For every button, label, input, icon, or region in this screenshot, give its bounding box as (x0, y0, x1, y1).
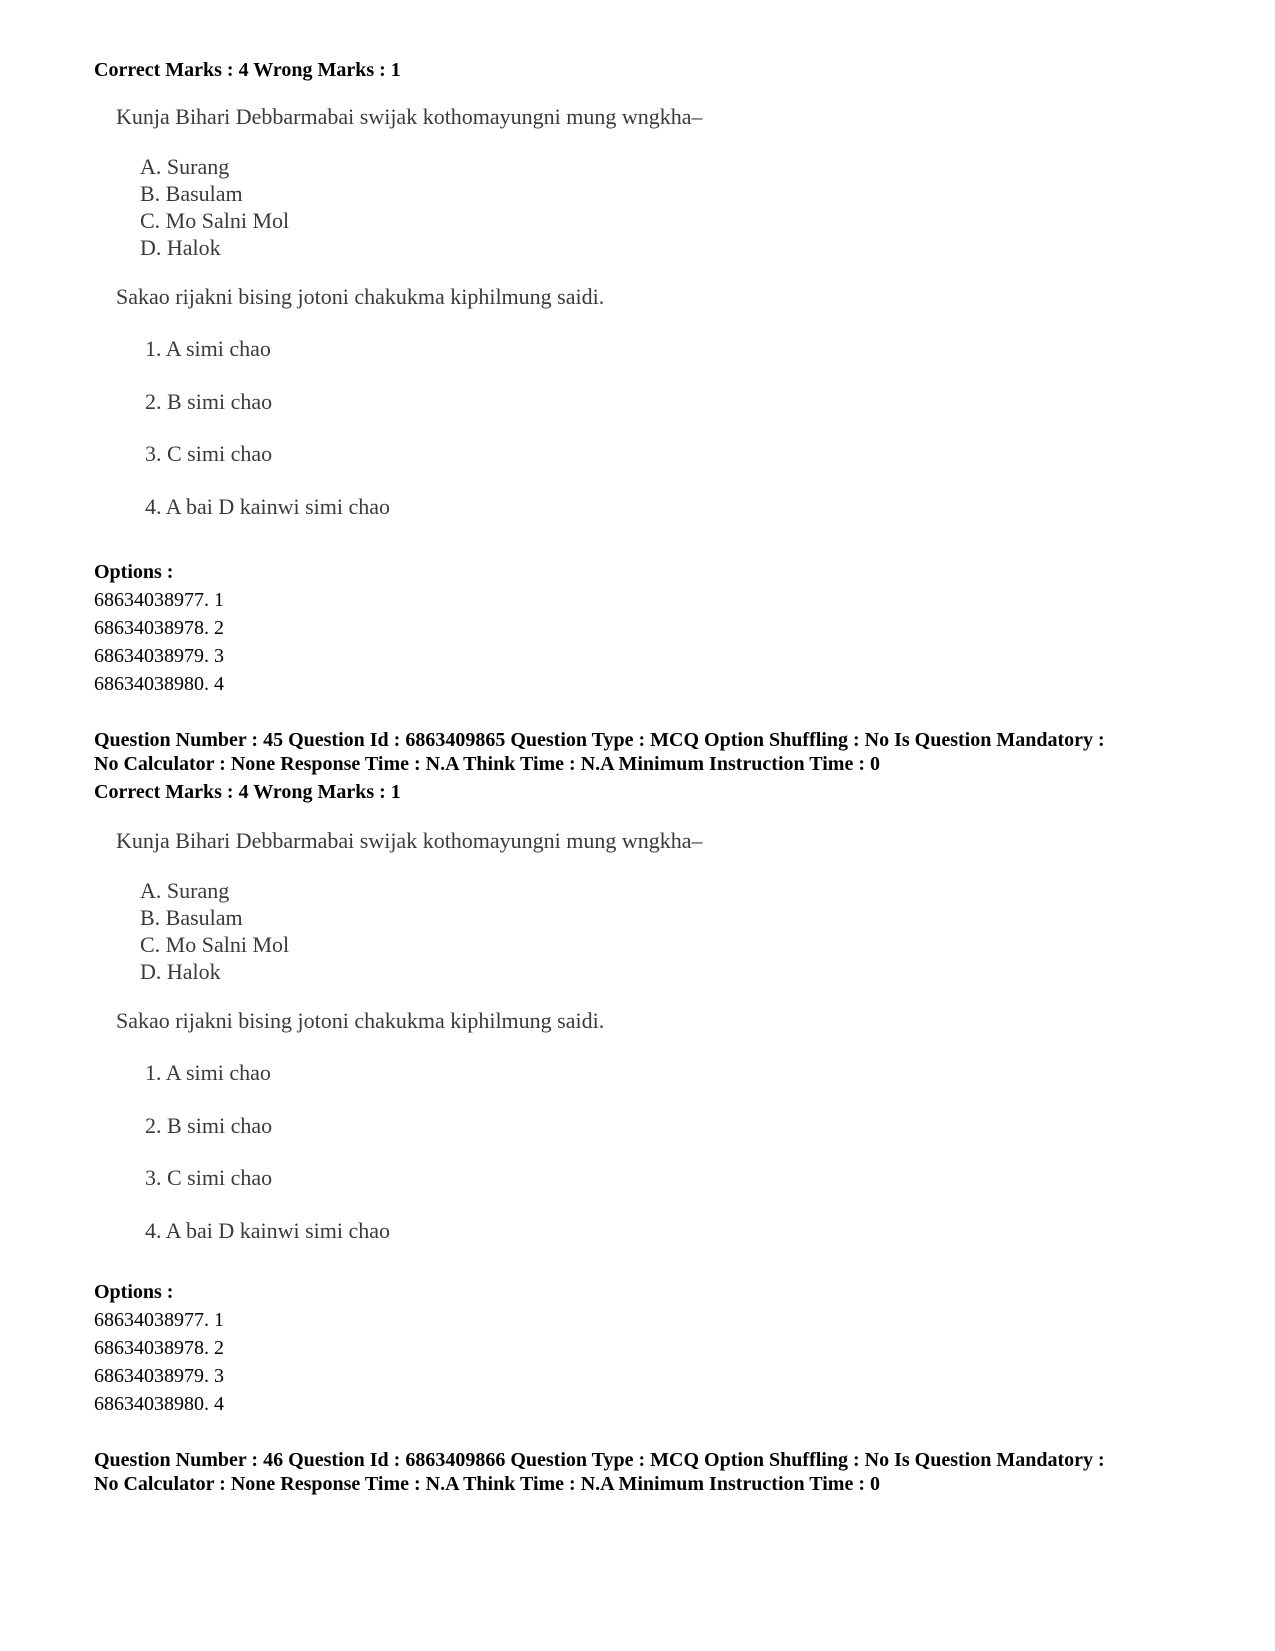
marks-line: Correct Marks : 4 Wrong Marks : 1 (94, 781, 401, 803)
question-choice: 3. C simi chao (145, 1165, 273, 1190)
question-header-line2: No Calculator : None Response Time : N.A Think Time : N.A Minimum Instruction Time : 0 (94, 1473, 880, 1495)
option-row: 68634038977. 1 (94, 1309, 224, 1331)
question-item: A. Surang (140, 154, 230, 179)
question-item: D. Halok (140, 959, 221, 984)
question-choice: 1. A simi chao (145, 336, 271, 361)
option-row: 68634038979. 3 (94, 1365, 224, 1387)
option-row: 68634038980. 4 (94, 673, 224, 695)
option-row: 68634038978. 2 (94, 1337, 224, 1359)
option-row: 68634038980. 4 (94, 1393, 224, 1415)
question-choice: 2. B simi chao (145, 389, 273, 414)
question-header-line2: No Calculator : None Response Time : N.A Think Time : N.A Minimum Instruction Time : 0 (94, 753, 880, 775)
question-image (116, 104, 816, 544)
question-choice: 3. C simi chao (145, 441, 273, 466)
question-choice: 2. B simi chao (145, 1113, 273, 1138)
question-instruction: Sakao rijakni bising jotoni chakukma kiphilmung saidi. (116, 1008, 605, 1033)
question-item: D. Halok (140, 235, 221, 260)
question-image (116, 828, 816, 1268)
option-row: 68634038979. 3 (94, 645, 224, 667)
question-stem: Kunja Bihari Debbarmabai swijak kothomayungni mung wngkha– (116, 104, 703, 129)
options-label: Options : (94, 561, 174, 583)
question-item: B. Basulam (140, 905, 243, 930)
options-label: Options : (94, 1281, 174, 1303)
question-choice: 1. A simi chao (145, 1060, 271, 1085)
option-row: 68634038977. 1 (94, 589, 224, 611)
option-row: 68634038978. 2 (94, 617, 224, 639)
question-item: C. Mo Salni Mol (140, 932, 290, 957)
question-header-line1: Question Number : 45 Question Id : 6863409865 Question Type : MCQ Option Shuffling : No Is Question Mandatory : (94, 729, 1105, 751)
document-page (94, 0, 1204, 1651)
question-choice: 4. A bai D kainwi simi chao (145, 494, 391, 519)
marks-line: Correct Marks : 4 Wrong Marks : 1 (94, 59, 401, 81)
question-stem: Kunja Bihari Debbarmabai swijak kothomayungni mung wngkha– (116, 828, 703, 853)
question-item: C. Mo Salni Mol (140, 208, 290, 233)
question-header-line1: Question Number : 46 Question Id : 6863409866 Question Type : MCQ Option Shuffling : No Is Question Mandatory : (94, 1449, 1105, 1471)
question-item: B. Basulam (140, 181, 243, 206)
question-choice: 4. A bai D kainwi simi chao (145, 1218, 391, 1243)
question-instruction: Sakao rijakni bising jotoni chakukma kiphilmung saidi. (116, 284, 605, 309)
question-item: A. Surang (140, 878, 230, 903)
